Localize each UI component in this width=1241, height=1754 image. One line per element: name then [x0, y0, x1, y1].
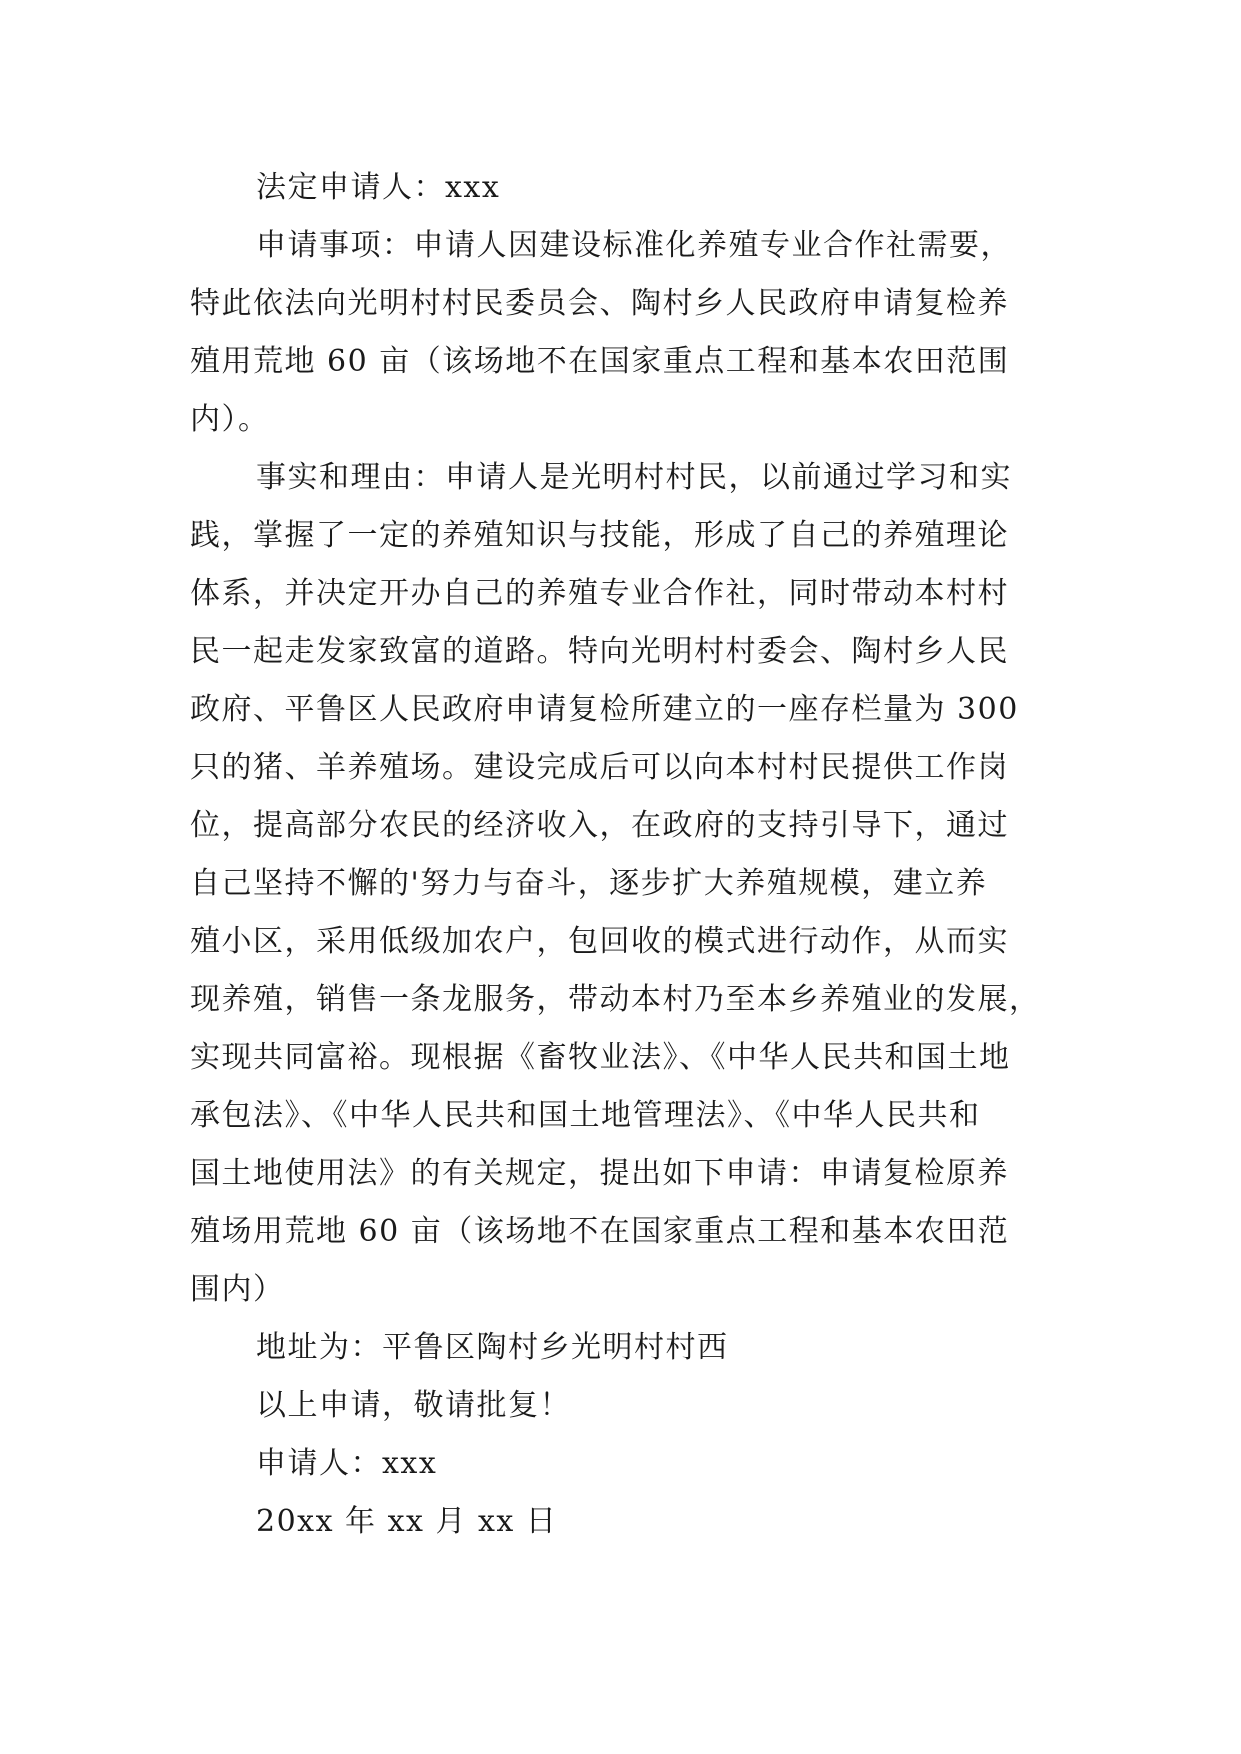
address-line: 地址为：平鲁区陶村乡光明村村西: [256, 1330, 729, 1365]
facts-reasons-paragraph-line: 实现共同富裕。现根据《畜牧业法》、《中华人民共和国土地: [190, 1040, 1011, 1075]
application-matter-paragraph-line: 内）。: [190, 402, 270, 437]
application-matter-paragraph-line: 殖用荒地 60 亩（该场地不在国家重点工程和基本农田范围: [190, 344, 1010, 379]
facts-reasons-paragraph-line: 围内）: [190, 1272, 285, 1307]
applicant-line: 法定申请人：xxx: [256, 170, 501, 205]
facts-reasons-paragraph-line: 殖场用荒地 60 亩（该场地不在国家重点工程和基本农田范: [190, 1214, 1010, 1249]
facts-reasons-paragraph-line: 自己坚持不懈的'努力与奋斗，逐步扩大养殖规模，建立养: [190, 866, 988, 901]
closing-request-line: 以上申请，敬请批复！: [256, 1388, 571, 1423]
facts-reasons-paragraph-line: 现养殖，销售一条龙服务，带动本村乃至本乡养殖业的发展，: [190, 982, 1041, 1017]
facts-reasons-paragraph-line: 政府、平鲁区人民政府申请复检所建立的一座存栏量为 300: [190, 692, 1019, 727]
application-matter-paragraph-line: 申请事项：申请人因建设标准化养殖专业合作社需要，: [256, 228, 1012, 263]
facts-reasons-paragraph-line: 承包法》、《中华人民共和国土地管理法》、《中华人民共和: [190, 1098, 981, 1133]
date-line: 20xx 年 xx 月 xx 日: [256, 1504, 558, 1539]
facts-reasons-paragraph-line: 事实和理由：申请人是光明村村民，以前通过学习和实: [256, 460, 1012, 495]
facts-reasons-paragraph-line: 体系，并决定开办自己的养殖专业合作社，同时带动本村村: [190, 576, 1009, 611]
signature-line: 申请人：xxx: [256, 1446, 438, 1481]
facts-reasons-paragraph-line: 只的猪、羊养殖场。建设完成后可以向本村村民提供工作岗: [190, 750, 1009, 785]
facts-reasons-paragraph-line: 国土地使用法》的有关规定，提出如下申请：申请复检原养: [190, 1156, 1009, 1191]
facts-reasons-paragraph-line: 民一起走发家致富的道路。特向光明村村委会、陶村乡人民: [190, 634, 1009, 669]
facts-reasons-paragraph-line: 位，提高部分农民的经济收入，在政府的支持引导下，通过: [190, 808, 1009, 843]
facts-reasons-paragraph-line: 践，掌握了一定的养殖知识与技能，形成了自己的养殖理论: [190, 518, 1009, 553]
application-matter-paragraph-line: 特此依法向光明村村民委员会、陶村乡人民政府申请复检养: [190, 286, 1009, 321]
facts-reasons-paragraph-line: 殖小区，采用低级加农户，包回收的模式进行动作，从而实: [190, 924, 1009, 959]
